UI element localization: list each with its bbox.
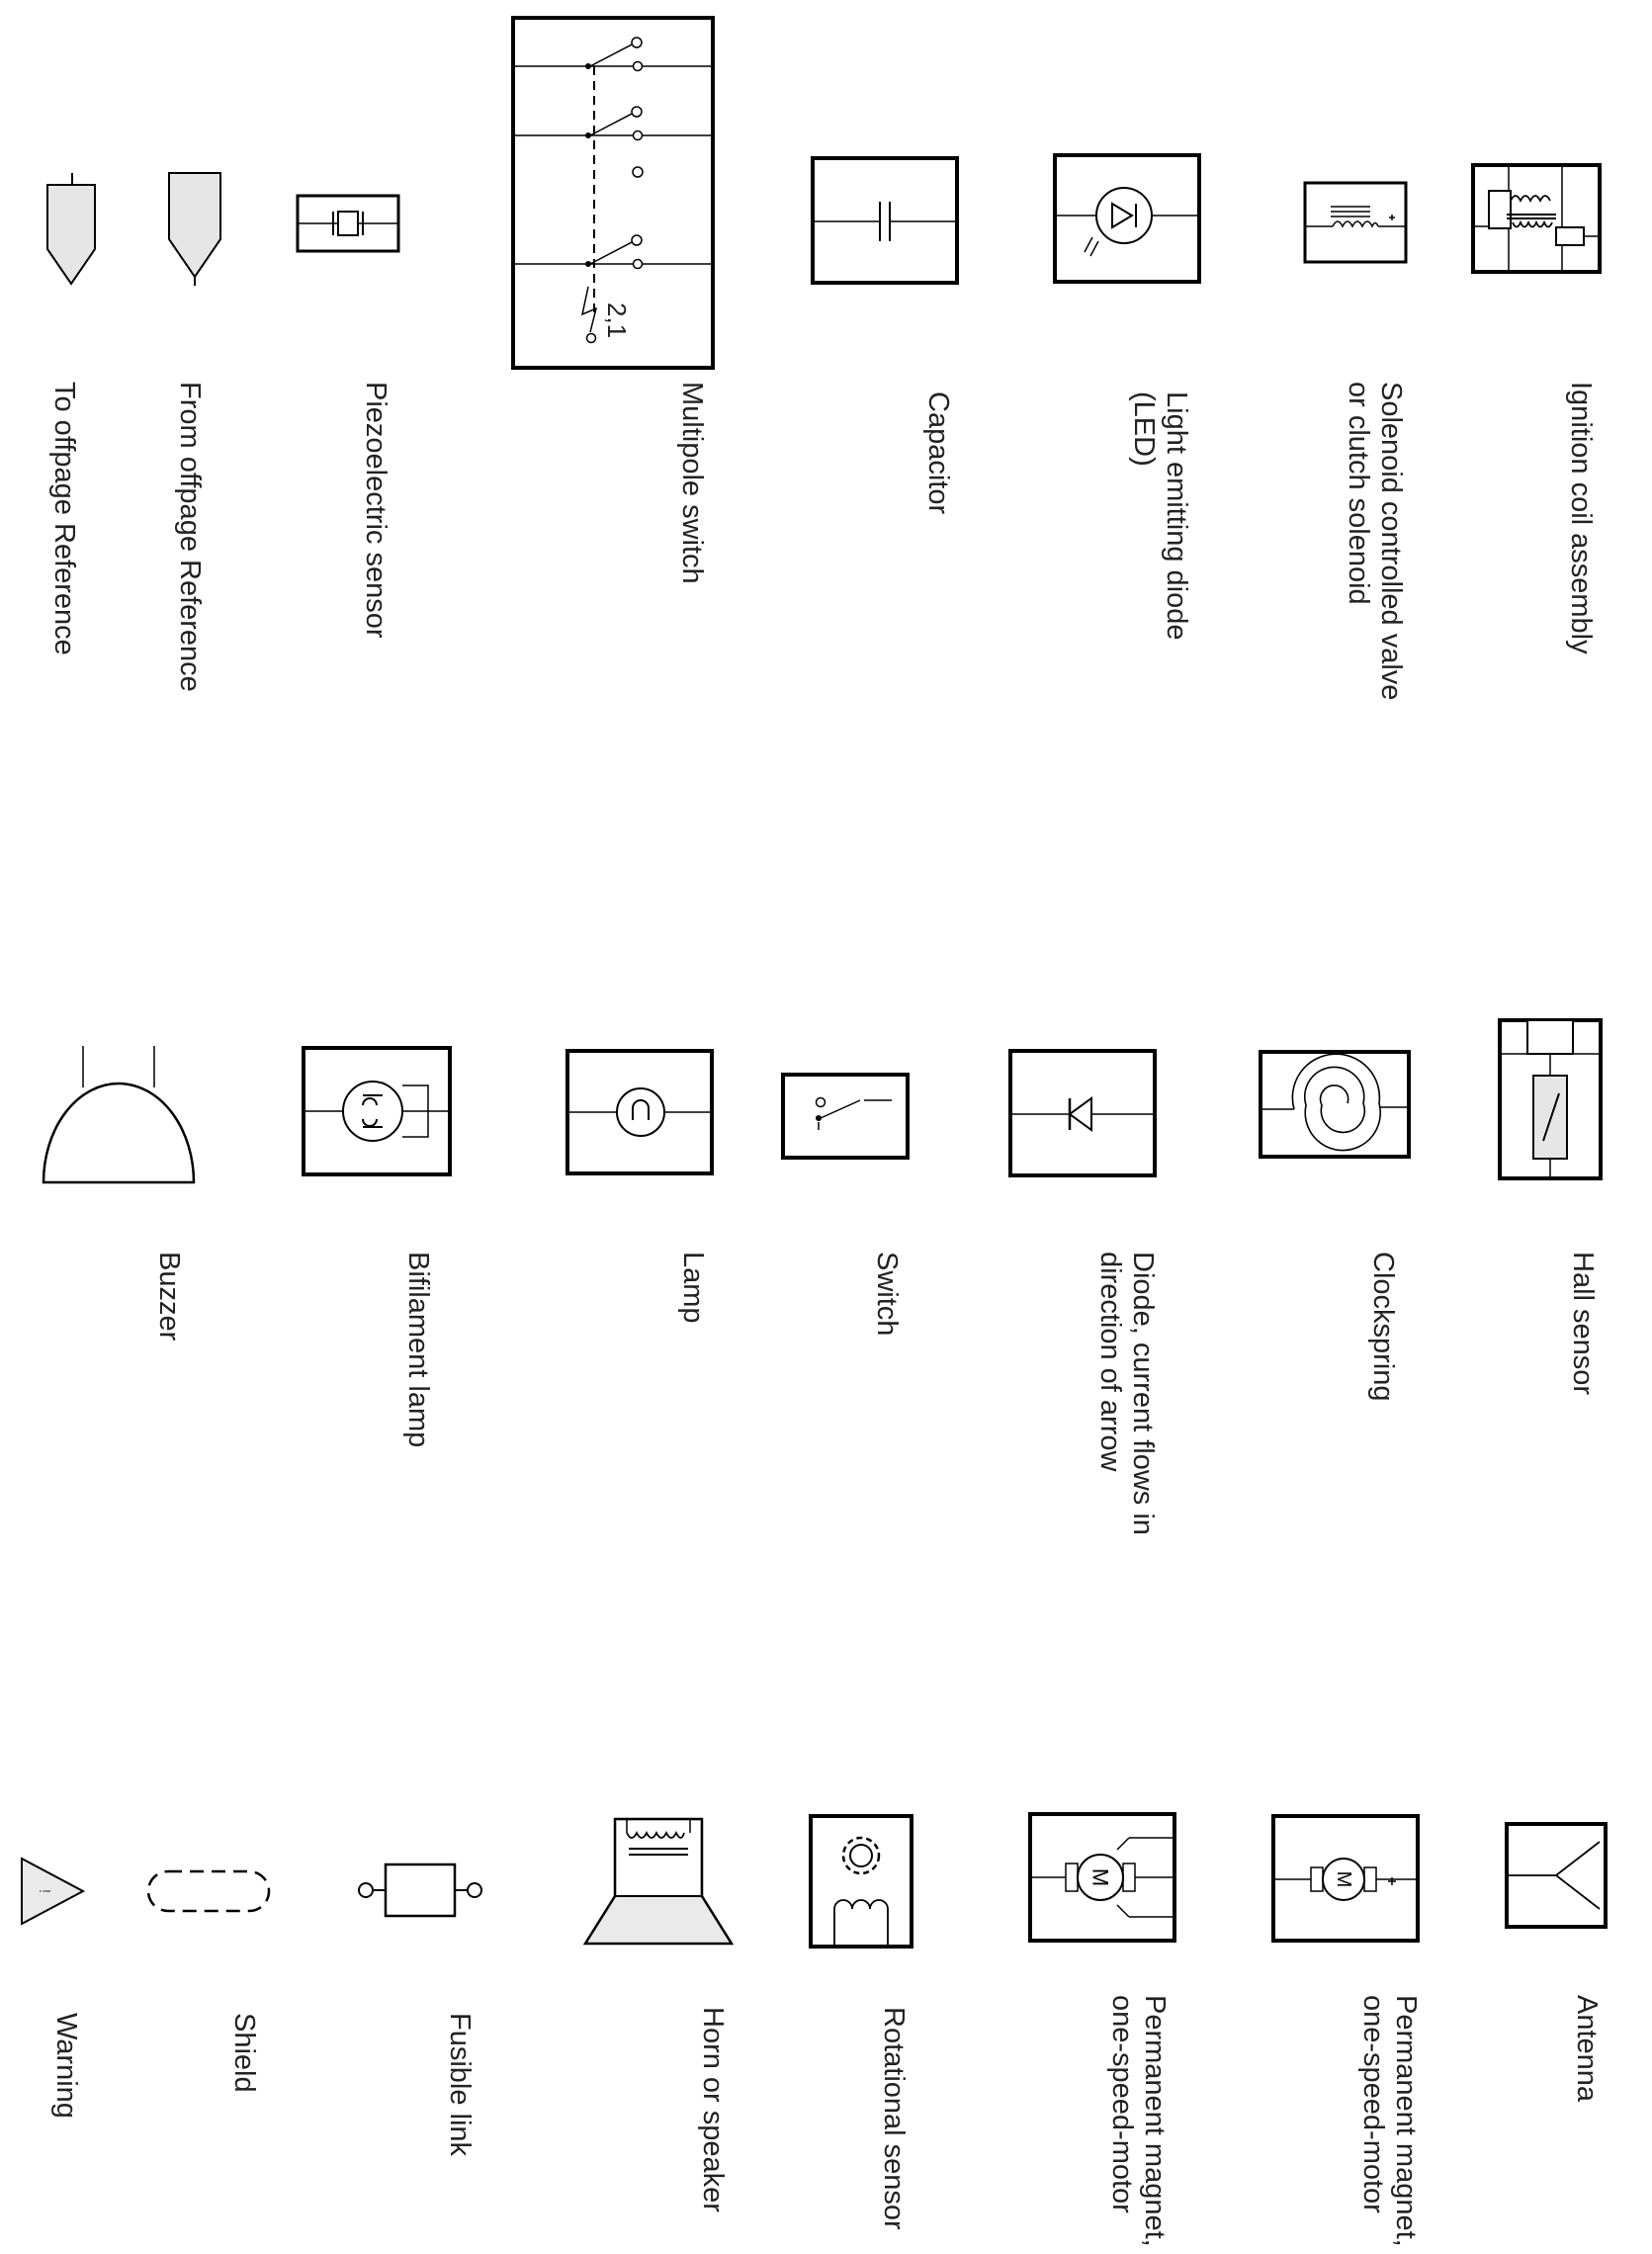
capacitor-label: Capacitor	[922, 391, 954, 515]
hall-sensor-icon	[1498, 1018, 1603, 1180]
warning-icon	[20, 1857, 87, 1926]
from-offpage-reference-icon	[166, 170, 223, 287]
multipole-switch-mark: 2,1	[602, 303, 632, 339]
led-label: Light emitting diode (LED)	[1128, 391, 1192, 641]
rotational-sensor-label: Rotational sensor	[878, 2007, 910, 2230]
antenna-icon	[1505, 1822, 1608, 1929]
capacitor-icon	[811, 156, 959, 285]
horn-speaker-icon	[583, 1817, 734, 1946]
one-speed-motor-mark: M	[1333, 1870, 1354, 1888]
piezoelectric-sensor-label: Piezoelectric sensor	[360, 382, 391, 639]
ignition-coil-label: Ignition coil assembly	[1565, 382, 1597, 654]
clockspring-icon	[1259, 1050, 1411, 1159]
lamp-label: Lamp	[677, 1252, 709, 1324]
multipole-switch-label: Multipole switch	[676, 382, 708, 584]
from-offpage-reference-label: From offpage Reference	[174, 382, 206, 692]
multipole-switch-icon	[511, 16, 715, 370]
warning-label: Warning	[50, 2013, 82, 2119]
one-speed-motor-label: Permanent magnet, one-speed-motor	[1357, 1995, 1422, 2247]
to-offpage-reference-icon	[44, 173, 99, 292]
shield-icon	[145, 1868, 272, 1914]
shield-label: Shield	[228, 2013, 260, 2093]
solenoid-label: Solenoid controlled valve or clutch solenoid	[1343, 382, 1407, 701]
switch-label: Switch	[871, 1252, 903, 1337]
hall-sensor-label: Hall sensor	[1567, 1252, 1599, 1396]
to-offpage-reference-label: To offpage Reference	[48, 382, 80, 655]
buzzer-icon	[42, 1046, 196, 1184]
two-speed-motor-icon	[1028, 1812, 1176, 1943]
buzzer-label: Buzzer	[153, 1252, 185, 1342]
piezoelectric-sensor-icon	[296, 194, 400, 253]
switch-icon	[781, 1073, 910, 1160]
bifilament-lamp-label: Bifilament lamp	[402, 1252, 434, 1448]
antenna-label: Antenna	[1571, 1995, 1603, 2103]
rotational-sensor-icon	[809, 1814, 913, 1949]
fusible-link-icon	[356, 1862, 484, 1919]
lamp-icon	[565, 1049, 714, 1175]
bifilament-lamp-icon	[302, 1046, 452, 1176]
clockspring-label: Clockspring	[1367, 1252, 1399, 1402]
horn-speaker-label: Horn or speaker	[697, 2007, 729, 2212]
warning-mark: !	[35, 1888, 52, 1894]
two-speed-motor-mark: M	[1087, 1867, 1113, 1887]
ignition-coil-icon	[1471, 163, 1602, 274]
diode-icon	[1008, 1049, 1157, 1177]
led-icon	[1053, 153, 1201, 284]
fusible-link-label: Fusible link	[444, 2013, 476, 2157]
one-speed-motor-icon	[1271, 1814, 1420, 1943]
solenoid-icon	[1303, 181, 1408, 264]
diode-label: Diode, current flows in direction of arrow	[1094, 1252, 1159, 1535]
two-speed-motor-label: Permanent magnet, one-speed-motor	[1106, 1995, 1171, 2247]
